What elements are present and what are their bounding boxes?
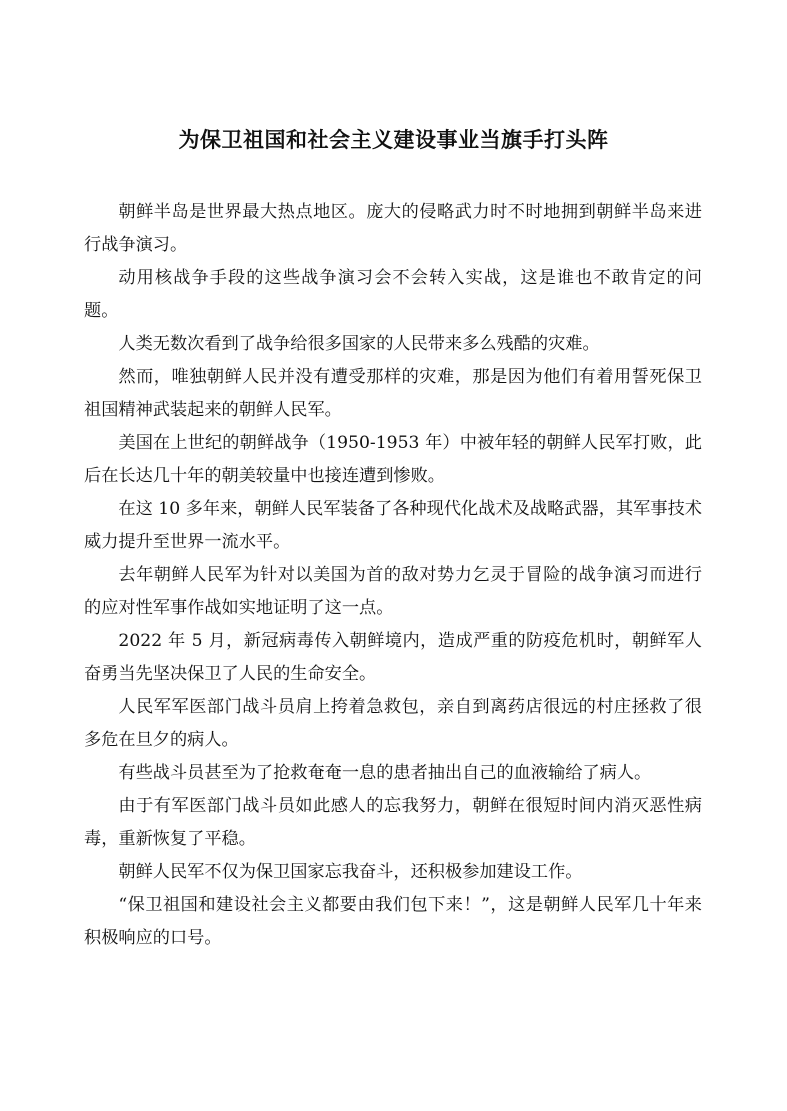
paragraph-5: 美国在上世纪的朝鲜战争（1950-1953 年）中被年轻的朝鲜人民军打败，此后在长达几十年的朝美较量中也接连遭到惨败。 xyxy=(84,433,702,486)
paragraph-13: “保卫祖国和建设社会主义都要由我们包下来！”，这是朝鲜人民军几十年来积极响应的口号。 xyxy=(84,895,702,948)
paragraph-10: 有些战斗员甚至为了抢救奄奄一息的患者抽出自己的血液输给了病人。 xyxy=(118,763,652,783)
paragraph-2: 动用核战争手段的这些战争演习会不会转入实战，这是谁也不敢肯定的问题。 xyxy=(84,268,702,321)
paragraph-8: 2022 年 5 月，新冠病毒传入朝鲜境内，造成严重的防疫危机时，朝鲜军人奋勇当先坚决保卫了人民的生命安全。 xyxy=(84,631,702,684)
paragraph-1: 朝鲜半岛是世界最大热点地区。庞大的侵略武力时不时地拥到朝鲜半岛来进行战争演习。 xyxy=(84,202,702,255)
paragraph-3: 人类无数次看到了战争给很多国家的人民带来多么残酷的灾难。 xyxy=(118,334,600,354)
paragraph-4: 然而，唯独朝鲜人民并没有遭受那样的灾难，那是因为他们有着用誓死保卫祖国精神武装起来的朝鲜人民军。 xyxy=(84,367,702,420)
paragraph-12: 朝鲜人民军不仅为保卫国家忘我奋斗，还积极参加建设工作。 xyxy=(118,862,583,882)
document-body xyxy=(84,196,702,955)
document-title: 为保卫祖国和社会主义建设事业当旗手打头阵 xyxy=(178,128,609,152)
paragraph-11: 由于有军医部门战斗员如此感人的忘我努力，朝鲜在很短时间内消灭恶性病毒，重新恢复了平稳。 xyxy=(84,796,702,849)
paragraph-9: 人民军军医部门战斗员肩上挎着急救包，亲自到离药店很远的村庄拯救了很多危在旦夕的病人。 xyxy=(84,697,702,750)
paragraph-6: 在这 10 多年来，朝鲜人民军装备了各种现代化战术及战略武器，其军事技术威力提升至世界一流水平。 xyxy=(84,499,702,552)
paragraph-7: 去年朝鲜人民军为针对以美国为首的敌对势力乞灵于冒险的战争演习而进行的应对性军事作战如实地证明了这一点。 xyxy=(84,565,702,618)
